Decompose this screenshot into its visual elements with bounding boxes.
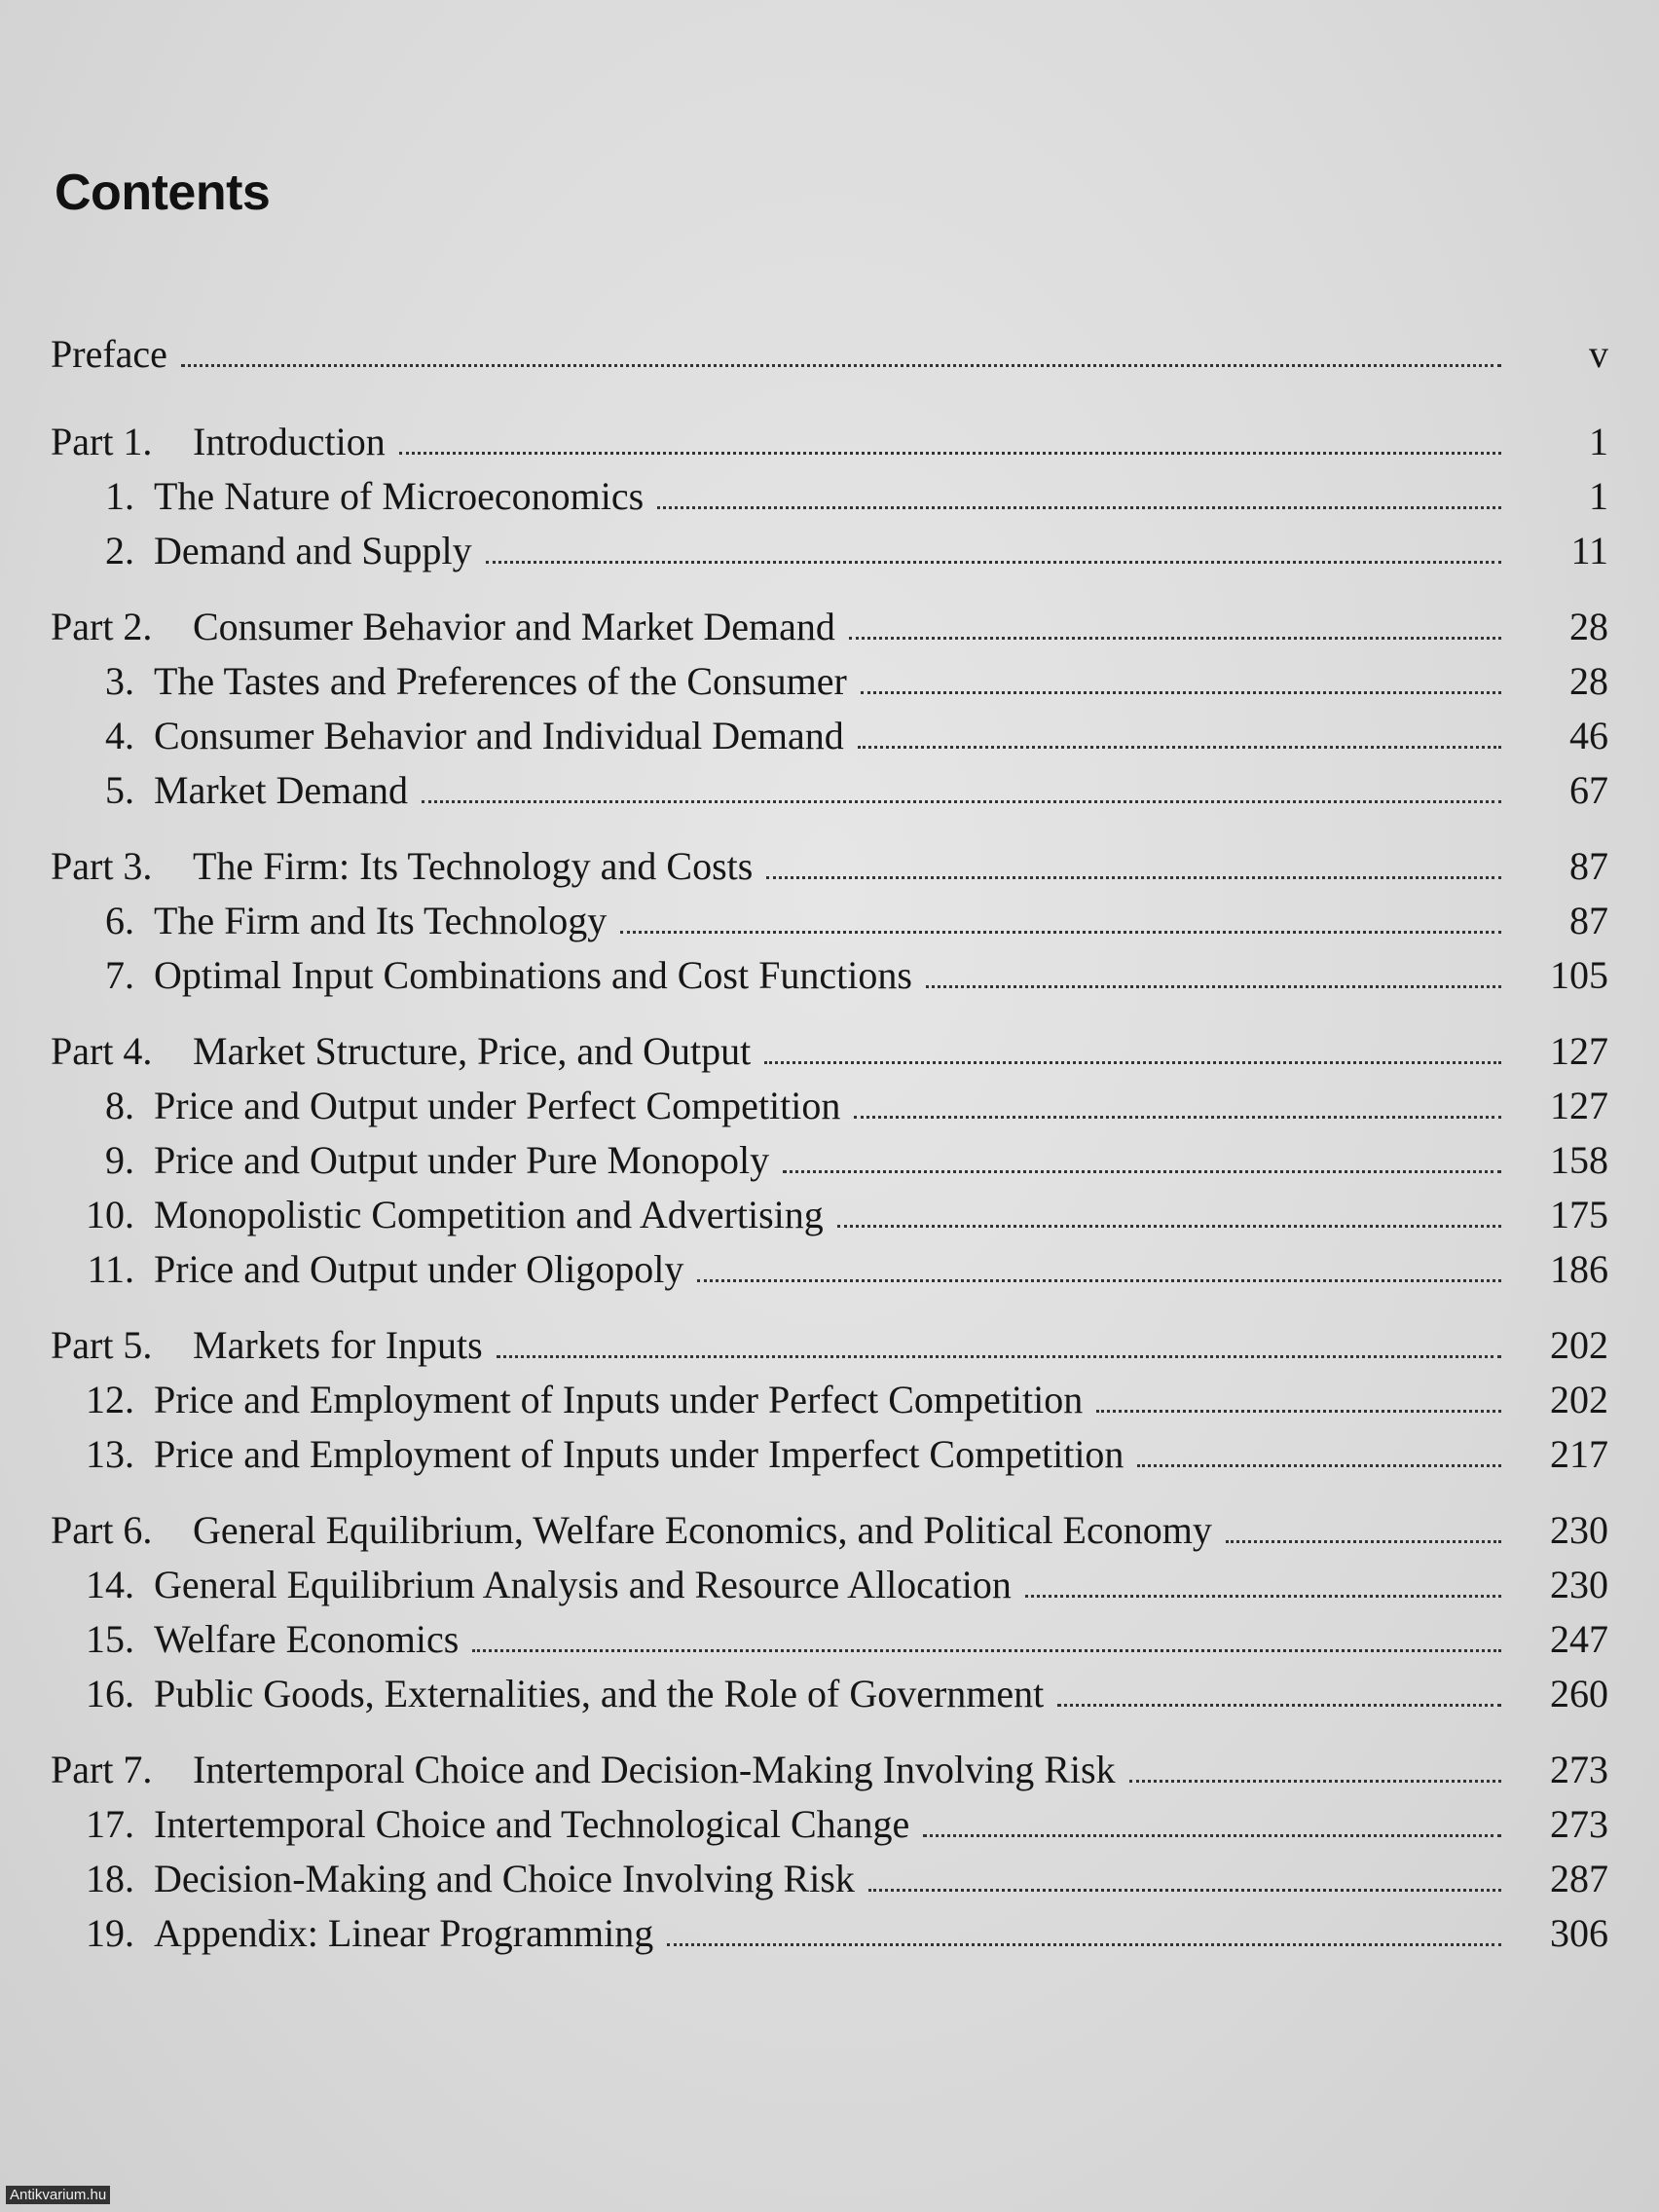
toc-entry-number: 3.: [105, 659, 134, 703]
toc-entry-title: Decision-Making and Choice Involving Risk: [154, 1857, 855, 1900]
toc-entry-title: Welfare Economics: [154, 1617, 460, 1661]
dot-leader: [923, 1834, 1501, 1837]
toc-chapter-entry[interactable]: [51, 658, 1608, 713]
dot-leader: [766, 876, 1501, 879]
toc-entry-title: Consumer Behavior and Individual Demand: [154, 714, 844, 757]
toc-part-entry[interactable]: [51, 1747, 1608, 1801]
toc-entry-number: 2.: [105, 529, 134, 572]
toc-preface-group: [51, 331, 1608, 386]
toc-part-entry[interactable]: [51, 1322, 1608, 1377]
toc-entry-number: 9.: [105, 1138, 134, 1182]
toc-entry-number: 11.: [87, 1247, 134, 1291]
toc-chapter-entry[interactable]: [51, 473, 1608, 528]
toc-entry-number: 12.: [86, 1378, 134, 1421]
toc-entry-number: 14.: [86, 1563, 134, 1606]
toc-entry-title: The Tastes and Preferences of the Consumer: [154, 659, 847, 703]
toc-chapter-entry[interactable]: [51, 1616, 1608, 1671]
toc-page-number: 186: [1550, 1247, 1608, 1291]
toc-entry-number: 15.: [86, 1617, 134, 1661]
toc-chapter-entry[interactable]: [51, 898, 1608, 952]
toc-page-number: 306: [1550, 1911, 1608, 1955]
dot-leader: [399, 452, 1501, 455]
toc-entry-title: General Equilibrium, Welfare Economics, and Political Economy: [193, 1508, 1212, 1552]
dot-leader: [849, 637, 1501, 640]
toc-entry-title: Demand and Supply: [154, 529, 472, 572]
dot-leader: [1025, 1595, 1501, 1598]
toc-page-number: 105: [1550, 953, 1608, 997]
toc-part-entry[interactable]: [51, 843, 1608, 898]
page-title: Contents: [55, 165, 271, 221]
toc-page-number: 1: [1589, 474, 1608, 518]
toc-entry-title: Introduction: [193, 420, 386, 463]
toc-entry-title: Price and Output under Perfect Competition: [154, 1084, 841, 1127]
toc-page-number: 46: [1569, 714, 1608, 757]
toc-entry-number: Part 2.: [51, 605, 153, 648]
toc-entry-number: Part 5.: [51, 1323, 153, 1367]
toc-entry-number: Part 1.: [51, 420, 153, 463]
dot-leader: [620, 931, 1501, 934]
toc-page-number: 67: [1569, 768, 1608, 812]
dot-leader: [497, 1355, 1501, 1358]
toc-part-group: [51, 1507, 1608, 1725]
dot-leader: [783, 1170, 1501, 1173]
toc-part-group: [51, 1322, 1608, 1486]
toc-chapter-entry[interactable]: [51, 1246, 1608, 1301]
toc-page-number: 28: [1569, 659, 1608, 703]
toc-chapter-entry[interactable]: [51, 1137, 1608, 1192]
toc-entry-title: Price and Output under Pure Monopoly: [154, 1138, 770, 1182]
dot-leader: [472, 1649, 1501, 1652]
toc-entry-number: 5.: [105, 768, 134, 812]
toc-part-group: [51, 604, 1608, 822]
toc-entry-title: Price and Employment of Inputs under Imperfect Competition: [154, 1432, 1124, 1476]
toc-page-number: 87: [1569, 844, 1608, 888]
toc-entry-title: Monopolistic Competition and Advertising: [154, 1193, 824, 1236]
toc-entry-number: Part 7.: [51, 1748, 153, 1791]
toc-chapter-entry[interactable]: [51, 1431, 1608, 1486]
toc-page-number: 247: [1550, 1617, 1608, 1661]
toc-page-number: 230: [1550, 1508, 1608, 1552]
toc-chapter-entry[interactable]: [51, 528, 1608, 582]
toc-part-entry[interactable]: [51, 419, 1608, 473]
toc-page-number: 28: [1569, 605, 1608, 648]
toc-page-number: 175: [1550, 1193, 1608, 1236]
dot-leader: [657, 506, 1501, 509]
toc-part-entry[interactable]: [51, 1028, 1608, 1083]
toc-entry-title: Market Demand: [154, 768, 409, 812]
toc-entry-title: Price and Output under Oligopoly: [154, 1247, 684, 1291]
dot-leader: [1226, 1540, 1501, 1543]
toc-entry-preface[interactable]: [51, 331, 1608, 386]
toc-chapter-entry[interactable]: [51, 1910, 1608, 1965]
dot-leader: [1096, 1410, 1501, 1413]
toc-entry-number: 6.: [105, 899, 134, 942]
toc-page-number: 127: [1550, 1029, 1608, 1073]
toc-chapter-entry[interactable]: [51, 1856, 1608, 1910]
toc-part-group: [51, 1747, 1608, 1965]
dot-leader: [926, 985, 1501, 988]
toc-entry-title: The Firm and Its Technology: [154, 899, 608, 942]
toc-entry-title: Market Structure, Price, and Output: [193, 1029, 752, 1073]
toc-entry-number: Part 4.: [51, 1029, 153, 1073]
toc-page-number: 287: [1550, 1857, 1608, 1900]
dot-leader: [181, 364, 1501, 367]
dot-leader: [837, 1225, 1501, 1228]
toc-page-number: 1: [1589, 420, 1608, 463]
toc-chapter-entry[interactable]: [51, 1083, 1608, 1137]
toc-page-number: 11: [1570, 529, 1608, 572]
toc-page-number: 127: [1550, 1084, 1608, 1127]
toc-entry-number: 18.: [86, 1857, 134, 1900]
toc-entry-title: Markets for Inputs: [193, 1323, 483, 1367]
toc-parts: [51, 419, 1608, 1965]
toc-chapter-entry[interactable]: [51, 1801, 1608, 1856]
toc-page-number: 158: [1550, 1138, 1608, 1182]
toc-entry-title: Optimal Input Combinations and Cost Functions: [154, 953, 912, 997]
toc-entry-number: 4.: [105, 714, 134, 757]
dot-leader: [868, 1889, 1501, 1892]
table-of-contents: [51, 331, 1608, 1986]
toc-chapter-entry[interactable]: [51, 1192, 1608, 1246]
toc-entry-title: Intertemporal Choice and Decision-Making Involving Risk: [193, 1748, 1116, 1791]
toc-entry-number: 1.: [105, 474, 134, 518]
toc-entry-title: Price and Employment of Inputs under Perfect Competition: [154, 1378, 1084, 1421]
toc-chapter-entry[interactable]: [51, 713, 1608, 767]
toc-entry-title: Appendix: Linear Programming: [154, 1911, 654, 1955]
toc-page-number: 273: [1550, 1802, 1608, 1846]
toc-chapter-entry[interactable]: [51, 1562, 1608, 1616]
toc-page-number: 87: [1569, 899, 1608, 942]
toc-page-number: 217: [1550, 1432, 1608, 1476]
dot-leader: [1137, 1464, 1501, 1467]
toc-entry-title: The Nature of Microeconomics: [154, 474, 645, 518]
dot-leader: [667, 1943, 1501, 1946]
toc-entry-number: 19.: [86, 1911, 134, 1955]
toc-chapter-entry[interactable]: [51, 952, 1608, 1007]
toc-page-number: 202: [1550, 1323, 1608, 1367]
toc-entry-number: 13.: [86, 1432, 134, 1476]
toc-entry-title: Preface: [51, 332, 167, 376]
toc-page-number: 230: [1550, 1563, 1608, 1606]
toc-chapter-entry[interactable]: [51, 1671, 1608, 1725]
toc-entry-title: General Equilibrium Analysis and Resource Allocation: [154, 1563, 1012, 1606]
dot-leader: [1129, 1780, 1501, 1783]
toc-entry-number: 7.: [105, 953, 134, 997]
dot-leader: [1057, 1704, 1501, 1707]
dot-leader: [697, 1279, 1501, 1282]
watermark: Antikvarium.hu: [6, 2186, 110, 2204]
dot-leader: [764, 1061, 1501, 1064]
toc-entry-title: Consumer Behavior and Market Demand: [193, 605, 835, 648]
toc-part-group: [51, 419, 1608, 582]
toc-page-number: 260: [1550, 1672, 1608, 1715]
dot-leader: [422, 800, 1501, 803]
toc-entry-title: Intertemporal Choice and Technological Change: [154, 1802, 910, 1846]
toc-entry-number: 10.: [86, 1193, 134, 1236]
toc-entry-number: 8.: [105, 1084, 134, 1127]
toc-page-number: 202: [1550, 1378, 1608, 1421]
toc-entry-number: Part 6.: [51, 1508, 153, 1552]
toc-part-group: [51, 843, 1608, 1007]
toc-chapter-entry[interactable]: [51, 767, 1608, 822]
dot-leader: [858, 746, 1501, 749]
toc-chapter-entry[interactable]: [51, 1377, 1608, 1431]
toc-entry-number: 16.: [86, 1672, 134, 1715]
toc-part-group: [51, 1028, 1608, 1301]
dot-leader: [486, 561, 1501, 564]
toc-part-entry[interactable]: [51, 1507, 1608, 1562]
toc-entry-number: Part 3.: [51, 844, 153, 888]
toc-entry-number: 17.: [86, 1802, 134, 1846]
dot-leader: [861, 691, 1501, 694]
toc-part-entry[interactable]: [51, 604, 1608, 658]
toc-page-number: v: [1589, 332, 1608, 376]
toc-entry-title: Public Goods, Externalities, and the Role of Government: [154, 1672, 1045, 1715]
toc-entry-title: The Firm: Its Technology and Costs: [193, 844, 754, 888]
dot-leader: [854, 1116, 1501, 1119]
toc-page-number: 273: [1550, 1748, 1608, 1791]
